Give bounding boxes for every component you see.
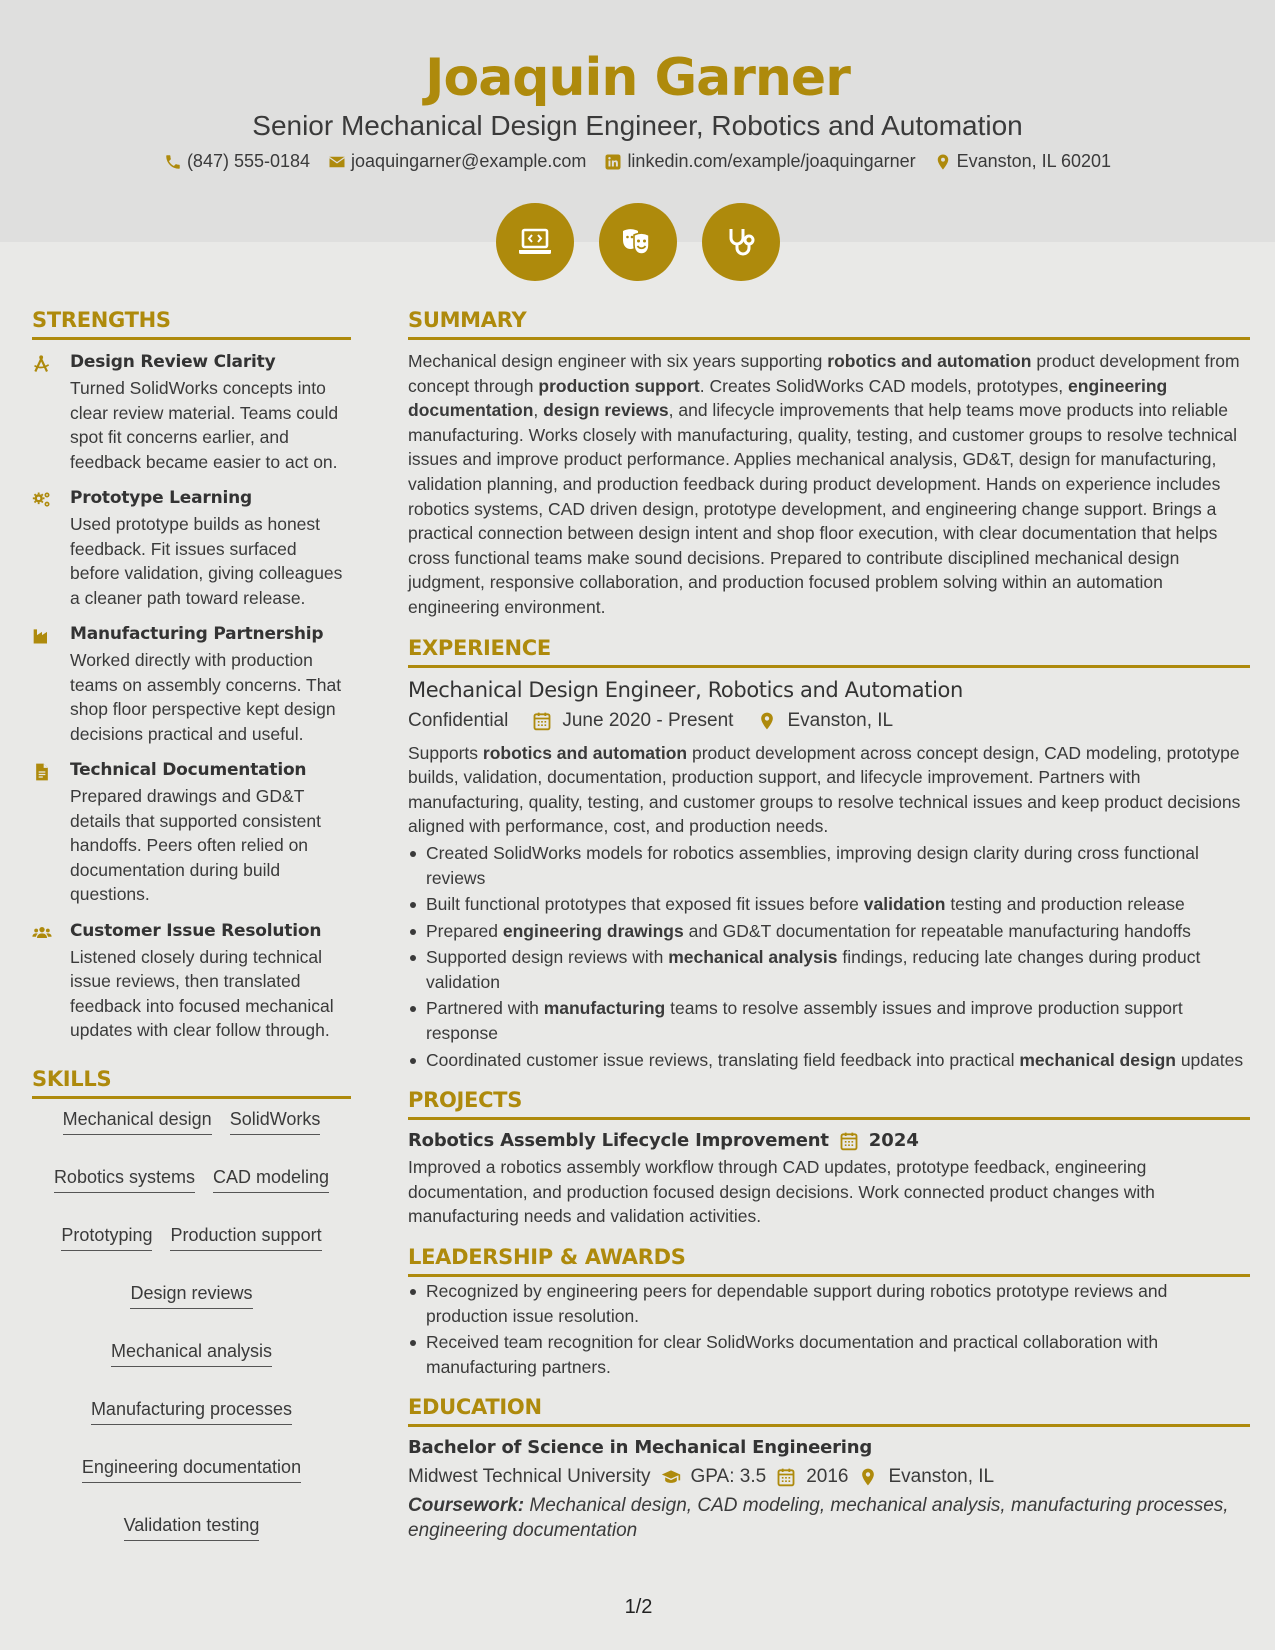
skill-tag: Design reviews — [130, 1283, 252, 1309]
emphasis-text: design reviews — [543, 400, 669, 421]
skills-heading: SKILLS — [32, 1067, 351, 1099]
coursework — [408, 1494, 1250, 1543]
job-title: Mechanical Design Engineer, Robotics and Automation — [408, 677, 963, 702]
text-run: Supported design reviews with — [426, 947, 669, 968]
list-item — [408, 996, 1250, 1045]
theater-masks-icon — [618, 222, 658, 262]
right-column — [408, 308, 1250, 1544]
skills-list — [32, 1109, 351, 1541]
strength-item — [32, 352, 351, 474]
projects-heading: PROJECTS — [408, 1088, 1250, 1120]
strength-title: Technical Documentation — [70, 760, 307, 780]
summary-text — [408, 349, 1250, 620]
emphasis-text: mechanical design — [1019, 1049, 1176, 1070]
calendar-icon — [839, 1131, 859, 1151]
list-item — [408, 1048, 1250, 1073]
map-pin-icon — [757, 711, 777, 731]
text-run: Partnered with — [426, 998, 544, 1019]
list-item: Recognized by engineering peers for dependable support during robotics prototype reviews and production issue resolution. — [408, 1279, 1250, 1328]
job-bullets — [408, 841, 1250, 1072]
strength-item — [32, 760, 351, 907]
list-item — [408, 919, 1250, 944]
page-number: 1/2 — [624, 1596, 653, 1618]
coursework-list: Mechanical design, CAD modeling, mechanical analysis, manufacturing processes, engineering documentation — [408, 1495, 1229, 1541]
emphasis-text: validation — [863, 894, 946, 915]
compass-drafting-icon — [32, 354, 52, 374]
project-description: Improved a robotics assembly workflow through CAD updates, prototype feedback, engineering documentation, and production focused design decisions. Work connected product changes with manufacturing needs and validation activities. — [408, 1157, 1155, 1227]
interest-badges — [0, 203, 1275, 281]
contact-email-text: joaquingarner@example.com — [351, 151, 587, 171]
job-description — [408, 741, 1250, 839]
strength-desc: Worked directly with production teams on assembly concerns. That shop floor perspective kept design decisions practical and useful. — [70, 650, 342, 744]
contact-location-text: Evanston, IL 60201 — [956, 151, 1112, 171]
gears-icon — [32, 490, 52, 510]
contact-email[interactable] — [328, 151, 586, 172]
emphasis-text: mechanical analysis — [668, 947, 838, 968]
text-run: Supports — [408, 742, 483, 763]
strength-item — [32, 921, 351, 1043]
text-run: , — [533, 400, 544, 421]
text-run: teams to resolve assembly issues and improve production support response — [426, 998, 1183, 1044]
graduation-cap-icon — [661, 1467, 681, 1487]
text-run: Coordinated customer issue reviews, translating field feedback into practical — [426, 1049, 1020, 1070]
emphasis-text: robotics and automation — [827, 351, 1032, 371]
summary-heading: SUMMARY — [408, 308, 1250, 340]
contact-phone-text: (847) 555-0184 — [186, 151, 311, 171]
users-icon — [32, 923, 52, 943]
emphasis-text: engineering drawings — [502, 920, 684, 941]
job-dates: June 2020 - Present — [562, 709, 734, 731]
emphasis-text: production support — [538, 375, 700, 396]
strength-desc: Turned SolidWorks concepts into clear review material. Teams could spot fit concerns earlier, and feedback became easier to act on. — [70, 378, 339, 472]
phone-icon — [164, 153, 182, 171]
project-name: Robotics Assembly Lifecycle Improvement — [408, 1130, 829, 1152]
project-header — [408, 1130, 1250, 1151]
contact-phone[interactable] — [164, 151, 310, 172]
coursework-label: Coursework: — [408, 1495, 525, 1517]
skill-tag: Mechanical design — [63, 1109, 212, 1135]
candidate-name: Joaquin Garner — [425, 48, 850, 108]
calendar-icon — [532, 711, 552, 731]
contact-location — [934, 151, 1111, 172]
strength-desc: Prepared drawings and GD&T details that supported consistent handoffs. Peers often relied on documentation during build questions. — [70, 786, 321, 904]
text-run: Prepared — [426, 920, 503, 941]
emphasis-text: robotics and automation — [482, 742, 688, 763]
strength-title: Prototype Learning — [70, 488, 252, 508]
list-item — [408, 945, 1250, 994]
text-run: Created SolidWorks models for robotics assemblies, improving design clarity during cross functional reviews — [426, 842, 1199, 888]
map-pin-icon — [858, 1467, 878, 1487]
contact-linkedin[interactable] — [604, 151, 915, 172]
skill-tag: SolidWorks — [230, 1109, 321, 1135]
skill-tag: Prototyping — [61, 1225, 152, 1251]
badge-theater-masks — [599, 203, 677, 281]
project-year: 2024 — [868, 1130, 919, 1152]
text-run: testing and production release — [945, 894, 1185, 915]
degree: Bachelor of Science in Mechanical Engineering — [408, 1437, 873, 1459]
gpa: GPA: 3.5 — [690, 1466, 767, 1488]
envelope-icon — [328, 153, 346, 171]
graduation-year: 2016 — [806, 1466, 849, 1488]
list-item: Received team recognition for clear SolidWorks documentation and practical collaboration with manufacturing partners. — [408, 1330, 1250, 1379]
job-location: Evanston, IL — [787, 709, 894, 731]
industry-icon — [32, 626, 52, 646]
contact-bar — [0, 151, 1275, 172]
experience-heading: EXPERIENCE — [408, 636, 1250, 668]
text-run: and GD&T documentation for repeatable manufacturing handoffs — [683, 920, 1191, 941]
skill-tag: Engineering documentation — [82, 1457, 301, 1483]
skill-tag: Manufacturing processes — [91, 1399, 292, 1425]
skill-tag: Mechanical analysis — [111, 1341, 272, 1367]
text-run: Mechanical design engineer with six years supporting — [408, 351, 828, 371]
education-heading: EDUCATION — [408, 1395, 1250, 1427]
left-column — [32, 308, 351, 1541]
strength-title: Manufacturing Partnership — [70, 624, 324, 644]
text-run: . Creates SolidWorks CAD models, prototypes, — [699, 375, 1069, 396]
text-run: , and lifecycle improvements that help teams move products into reliable manufacturing. Works closely with manufacturing, quality, testing, and customer groups to resolve technical issues and improve product performance. Applies mechanical analysis, GD&T, design for manufacturing, validation planning, and production feedback during product development. Hands on experience includes robotics systems, CAD driven design, prototype development, and engineering change support. Brings a practical connection between design intent and shop floor execution, with clear documentation that helps cross functional teams make sound decisions. Prepared to contribute disciplined mechanical design judgment, responsive collaboration, and production focused problem solving within an automation engineering environment. — [408, 400, 1238, 617]
text-run: updates — [1175, 1049, 1244, 1070]
contact-linkedin-text: linkedin.com/example/joaquingarner — [627, 151, 916, 171]
emphasis-text: engineering documentation — [408, 375, 1168, 421]
laptop-code-icon — [515, 222, 555, 262]
strength-title: Design Review Clarity — [70, 352, 276, 372]
map-pin-icon — [934, 153, 952, 171]
job-meta — [408, 710, 1250, 732]
emphasis-text: manufacturing — [543, 998, 666, 1019]
school-location: Evanston, IL — [888, 1466, 995, 1488]
strengths-list — [32, 352, 351, 1043]
list-item — [408, 892, 1250, 917]
strength-desc: Used prototype builds as honest feedback. Fit issues surfaced before validation, giving colleagues a cleaner path toward release. — [70, 514, 343, 608]
strength-title: Customer Issue Resolution — [70, 920, 322, 941]
file-lines-icon — [32, 762, 52, 782]
strengths-heading: STRENGTHS — [32, 308, 351, 340]
calendar-icon — [776, 1467, 796, 1487]
badge-stethoscope — [702, 203, 780, 281]
strength-item — [32, 488, 351, 610]
school-name: Midwest Technical University — [408, 1466, 651, 1488]
skill-tag: Robotics systems — [54, 1167, 195, 1193]
strength-item — [32, 624, 351, 746]
headline: Senior Mechanical Design Engineer, Robotics and Automation — [252, 110, 1023, 141]
skill-tag: CAD modeling — [213, 1167, 329, 1193]
text-run: product development across concept design, CAD modeling, prototype builds, validation, documentation, production support, and lifecycle improvement. Partners with manufacturing, quality, testing, and customer groups to resolve technical issues and keep product decisions aligned with performance, cost, and production needs. — [408, 742, 1241, 837]
linkedin-icon — [604, 153, 622, 171]
text-run: Built functional prototypes that exposed fit issues before — [426, 894, 864, 915]
awards-list — [408, 1279, 1250, 1379]
skill-tag: Validation testing — [124, 1515, 260, 1541]
badge-laptop-code — [496, 203, 574, 281]
awards-heading: LEADERSHIP & AWARDS — [408, 1245, 1250, 1277]
stethoscope-icon — [721, 222, 761, 262]
company-name: Confidential — [408, 709, 509, 731]
skill-tag: Production support — [170, 1225, 321, 1251]
list-item — [408, 841, 1250, 890]
education-meta — [408, 1466, 1250, 1488]
text-run: findings, reducing late changes during product validation — [426, 947, 1201, 992]
text-run: product development from concept through — [408, 351, 1240, 396]
strength-desc: Listened closely during technical issue reviews, then translated feedback into focused mechanical updates with clear follow through. — [70, 946, 334, 1040]
